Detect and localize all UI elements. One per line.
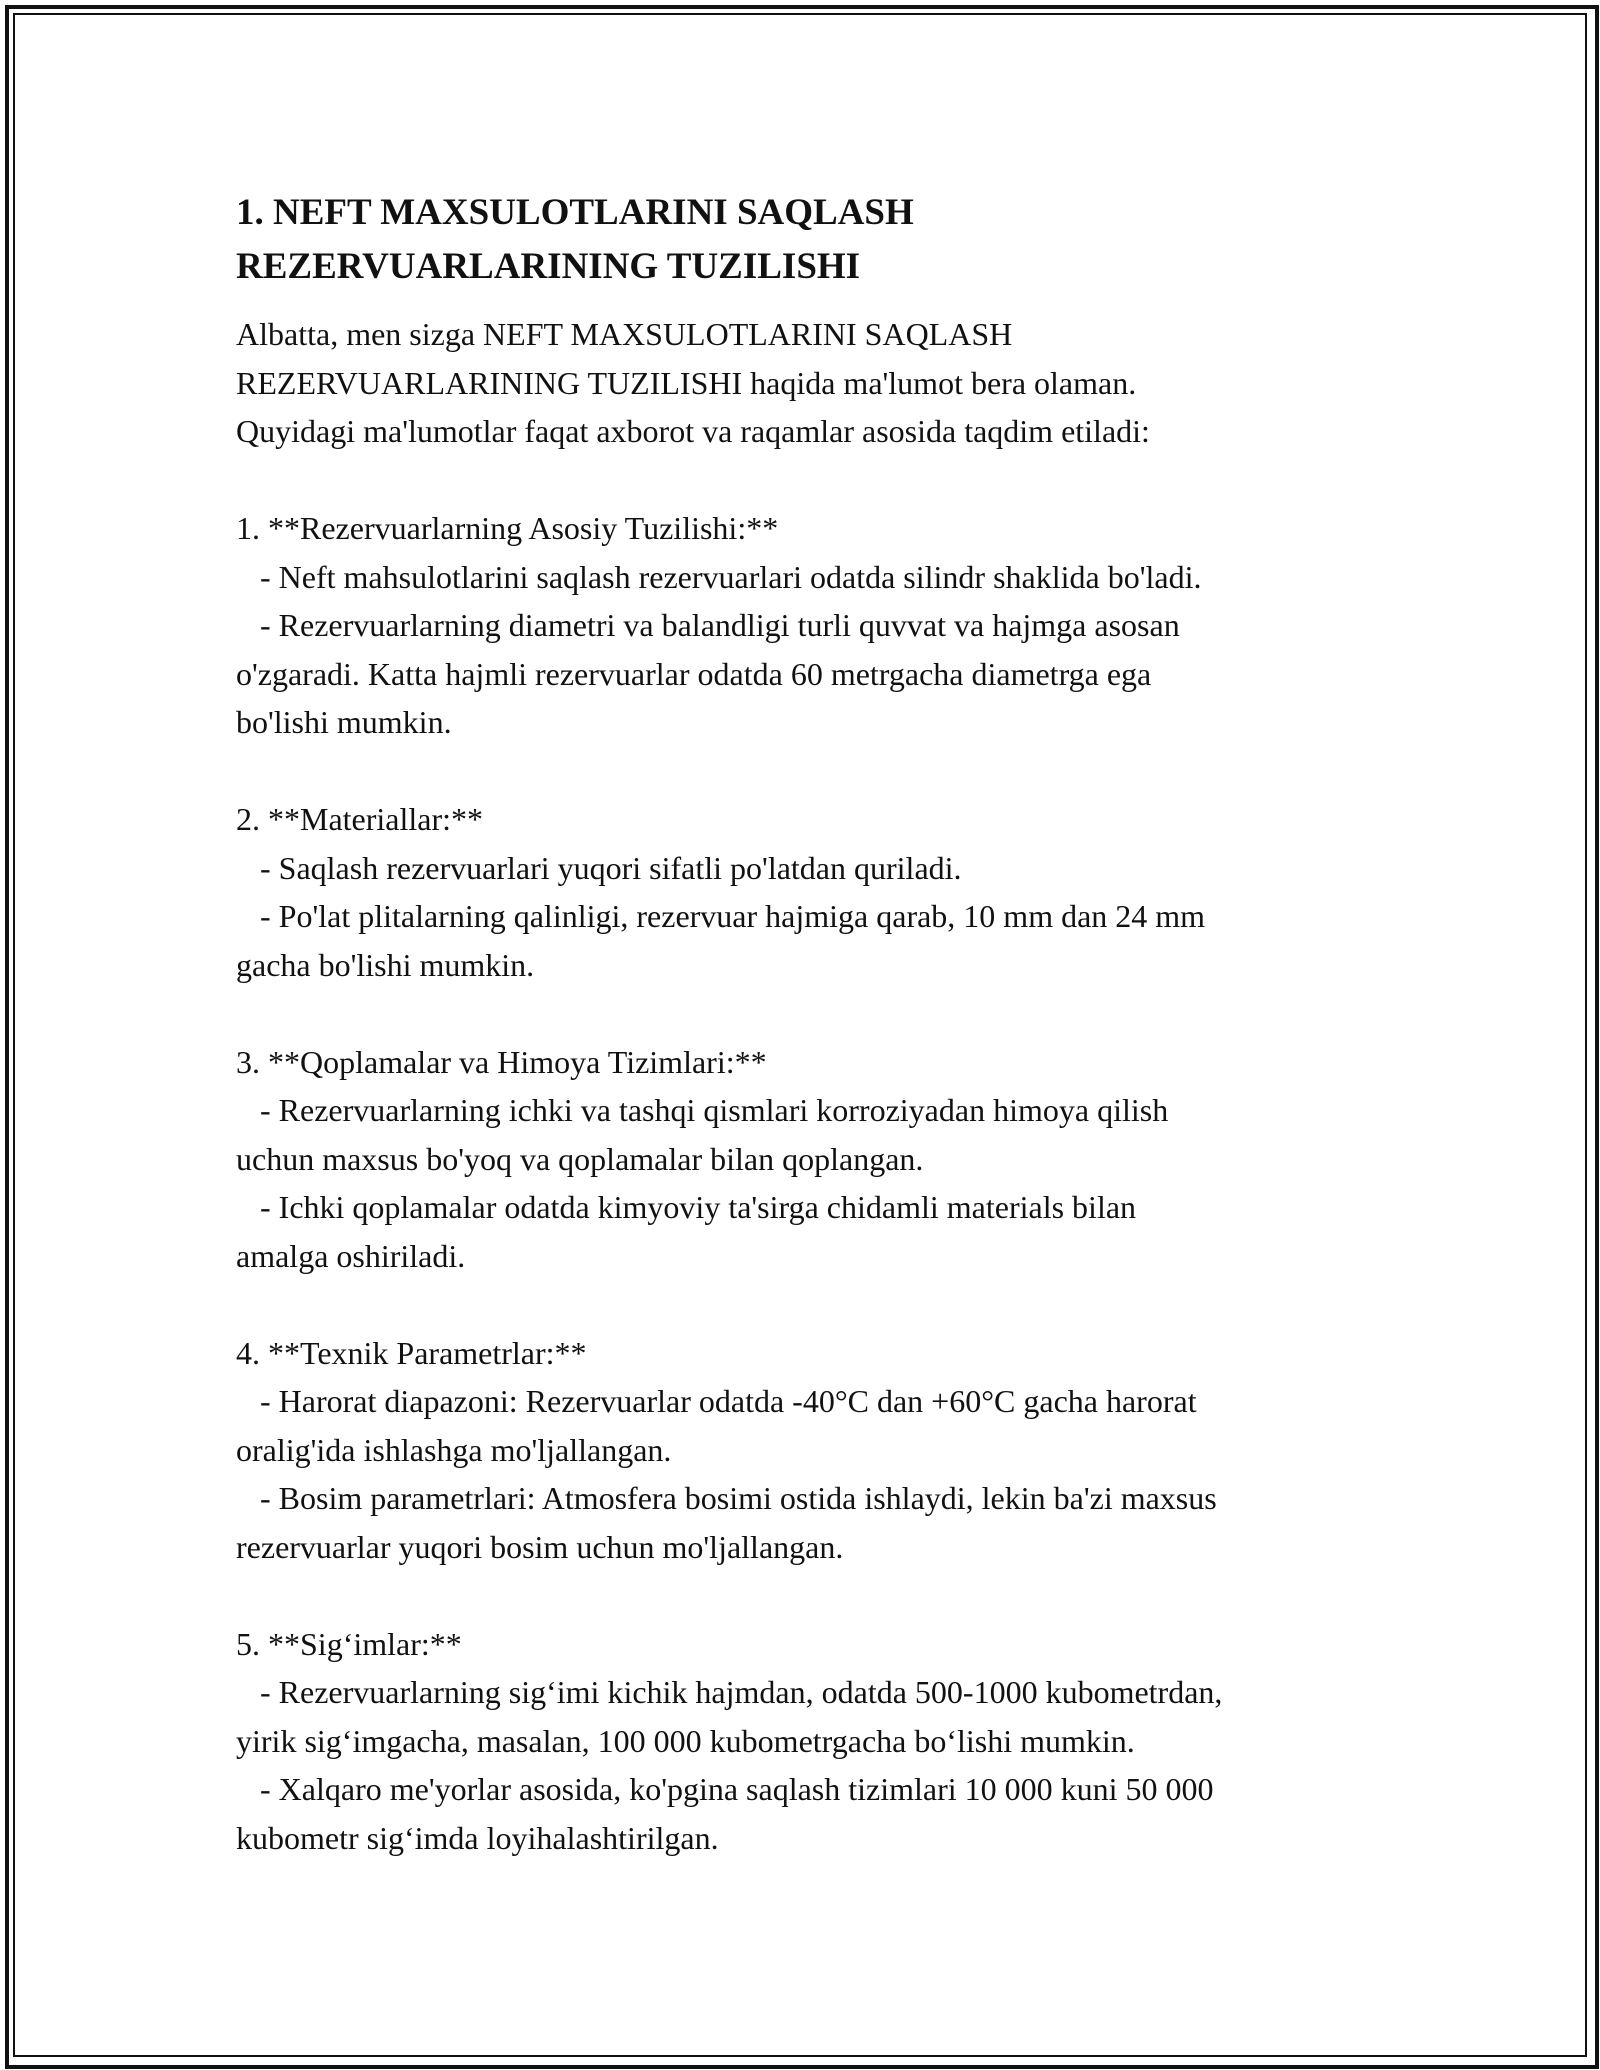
section-structure — [236, 504, 1396, 747]
section-heading: 1. **Rezervuarlarning Asosiy Tuzilishi:** — [236, 510, 779, 546]
section-line: - Neft mahsulotlarini saqlash rezervuarlari odatda silindr shaklida bo'ladi. — [236, 558, 1202, 595]
spacer — [236, 1571, 1396, 1620]
document-title — [236, 186, 1396, 294]
section-line: yirik sig‘imgacha, masalan, 100 000 kubometrgacha bo‘lishi mumkin. — [236, 1722, 1135, 1759]
title-line: 1. NEFT MAXSULOTLARINI SAQLASH — [236, 192, 914, 233]
section-line: - Harorat diapazoni: Rezervuarlar odatda -40°C dan +60°C gacha harorat — [236, 1383, 1197, 1419]
section-line: - Ichki qoplamalar odatda kimyoviy ta'sirga chidamli materials bilan — [236, 1189, 1137, 1225]
intro-line: Albatta, men sizga NEFT MAXSULOTLARINI SAQLASH — [236, 316, 1013, 352]
section-line: oralig'ida ishlashga mo'ljallangan. — [236, 1431, 672, 1468]
section-line: - Rezervuarlarning ichki va tashqi qismlari korroziyadan himoya qilish — [236, 1092, 1169, 1128]
section-heading: 2. **Materiallar:** — [236, 801, 484, 837]
spacer — [236, 747, 1396, 796]
intro-line: Quyidagi ma'lumotlar faqat axborot va raqamlar asosida taqdim etiladi: — [236, 413, 1150, 449]
section-line: amalga oshiriladi. — [236, 1237, 466, 1274]
intro-line: REZERVUARLARINING TUZILISHI haqida ma'lumot bera olaman. — [236, 364, 1137, 401]
intro-paragraph — [236, 310, 1396, 456]
section-line: - Bosim parametrlari: Atmosfera bosimi ostida ishlaydi, lekin ba'zi maxsus — [236, 1480, 1217, 1516]
spacer — [236, 456, 1396, 505]
section-line: bo'lishi mumkin. — [236, 704, 452, 740]
section-line: o'zgaradi. Katta hajmli rezervuarlar odatda 60 metrgacha diametrga ega — [236, 655, 1152, 692]
section-line: - Rezervuarlarning sig‘imi kichik hajmdan, odatda 500-1000 kubometrdan, — [236, 1674, 1223, 1710]
spacer — [236, 1280, 1396, 1329]
document-body — [236, 186, 1396, 1862]
section-line: - Xalqaro me'yorlar asosida, ko'pgina saqlash tizimlari 10 000 kuni 50 000 — [236, 1771, 1214, 1807]
section-line: gacha bo'lishi mumkin. — [236, 946, 535, 983]
section-heading: 4. **Texnik Parametrlar:** — [236, 1334, 587, 1371]
section-technical-parameters — [236, 1329, 1396, 1572]
title-line: REZERVUARLARINING TUZILISHI — [236, 246, 861, 287]
section-line: - Rezervuarlarning diametri va balandligi turli quvvat va hajmga asosan — [236, 607, 1180, 643]
spacer — [236, 989, 1396, 1038]
section-heading: 3. **Qoplamalar va Himoya Tizimlari:** — [236, 1043, 767, 1080]
section-line: kubometr sig‘imda loyihalashtirilgan. — [236, 1819, 719, 1856]
section-line: - Po'lat plitalarning qalinligi, rezervuar hajmiga qarab, 10 mm dan 24 mm — [236, 898, 1206, 934]
section-line: - Saqlash rezervuarlari yuqori sifatli po'latdan quriladi. — [236, 849, 962, 886]
section-line: uchun maxsus bo'yoq va qoplamalar bilan qoplangan. — [236, 1140, 924, 1177]
section-materials — [236, 795, 1396, 989]
section-capacities — [236, 1620, 1396, 1863]
section-heading: 5. **Sig‘imlar:** — [236, 1625, 462, 1662]
section-coatings — [236, 1038, 1396, 1281]
section-line: rezervuarlar yuqori bosim uchun mo'ljallangan. — [236, 1528, 844, 1565]
